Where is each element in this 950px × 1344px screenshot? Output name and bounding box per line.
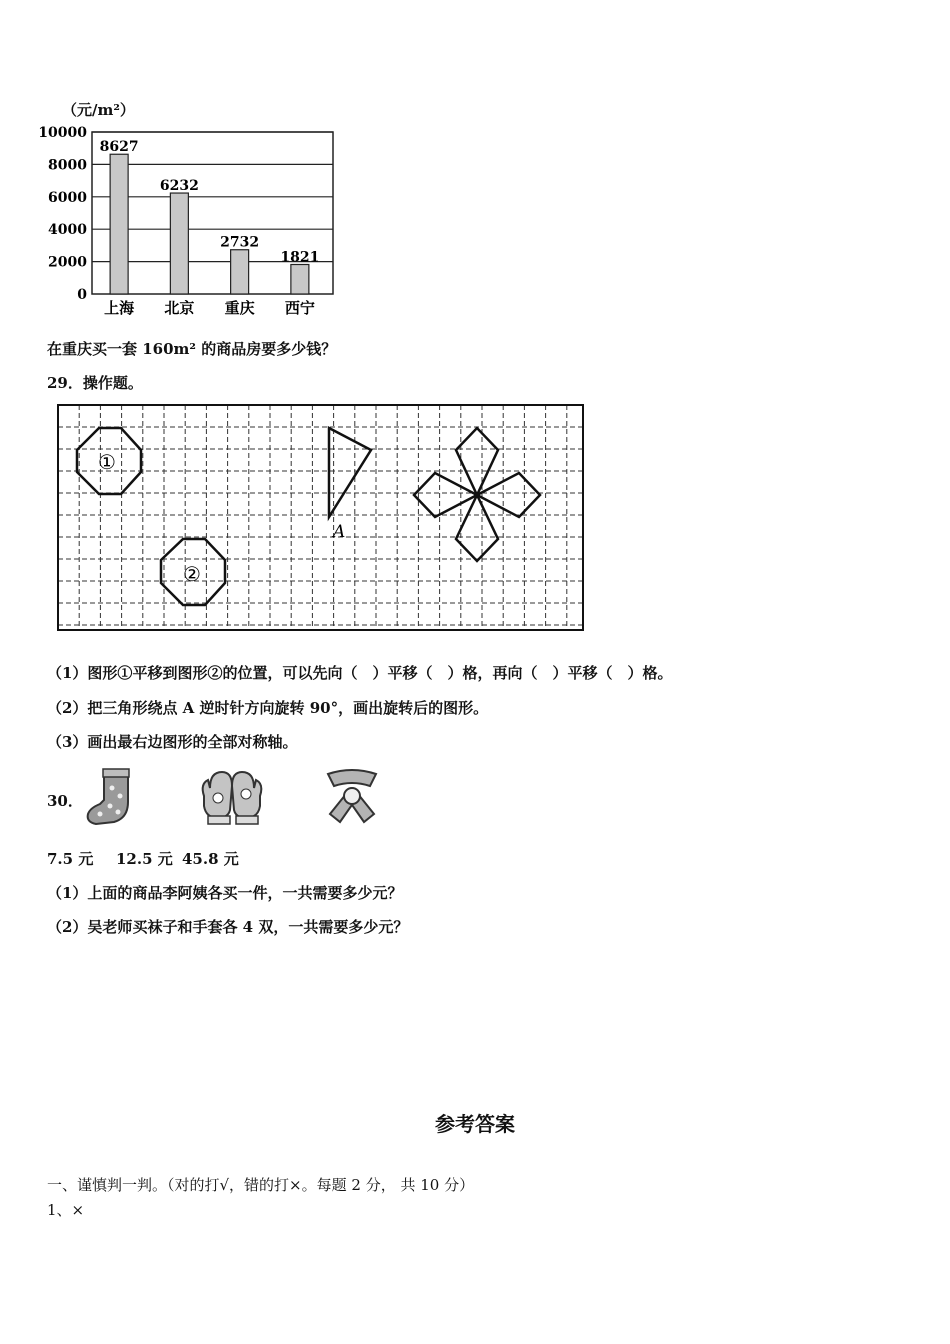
shape1-label: ①: [98, 450, 116, 474]
triangle-shape: [329, 428, 371, 517]
price-sock: 7.5 元: [47, 850, 94, 868]
answer-1: 1、×: [47, 1201, 85, 1219]
q28-question: 在重庆买一套 160m² 的商品房要多少钱？: [47, 340, 337, 358]
bar-value-label: 6232: [159, 178, 199, 195]
q30-item-2: （2）吴老师买袜子和手套各 4 双，一共需要多少元？: [47, 918, 409, 936]
gloves-image: [196, 766, 268, 828]
bar-value-label: 1821: [280, 249, 320, 266]
bar-value-label: 8627: [99, 139, 139, 156]
answers-title: 参考答案: [435, 1112, 515, 1136]
q29-item-1: （1）图形①平移到图形②的位置，可以先向（ ）平移（ ）格，再向（ ）平移（ ）格。: [47, 664, 673, 682]
bar-chart: [30, 118, 350, 328]
y-tick-label: 0: [77, 287, 87, 303]
price-gloves: 12.5 元: [116, 850, 173, 868]
q30-item-1: （1）上面的商品李阿姨各买一件，一共需要多少元？: [47, 884, 403, 902]
grid-border: [58, 405, 583, 630]
bar: [291, 264, 309, 294]
answers-section-1: 一、谨慎判一判。（对的打√，错的打×。每题 2 分， 共 10 分）: [47, 1176, 475, 1194]
y-tick-label: 10000: [38, 125, 87, 141]
y-tick-label: 2000: [48, 254, 87, 271]
bar: [170, 193, 188, 294]
bar-value-label: 2732: [220, 234, 260, 251]
bar: [231, 250, 249, 294]
sock-image: [84, 766, 142, 828]
q29-item-3: （3）画出最右边图形的全部对称轴。: [47, 733, 298, 751]
point-a-label: A: [333, 522, 346, 542]
y-tick-label: 4000: [48, 222, 87, 239]
x-category-label: 重庆: [224, 299, 255, 317]
x-category-label: 西宁: [284, 299, 315, 317]
q29-grid-figure: [55, 403, 605, 633]
bar: [110, 154, 128, 294]
flower-center-point: [474, 492, 480, 498]
chart-unit-label: （元/m²）: [62, 101, 135, 119]
x-category-label: 上海: [104, 299, 135, 317]
y-tick-label: 6000: [48, 189, 87, 206]
q29-title: 29．操作题。: [47, 374, 143, 392]
dashed-grid: [58, 405, 583, 630]
shape2-label: ②: [183, 562, 201, 586]
q29-item-2: （2）把三角形绕点 A 逆时针方向旋转 90°，画出旋转后的图形。: [47, 699, 489, 717]
scarf-image: [320, 764, 384, 828]
price-scarf: 45.8 元: [182, 850, 239, 868]
q30-number: 30．: [47, 792, 83, 810]
x-category-label: 北京: [164, 299, 195, 317]
y-tick-label: 8000: [48, 157, 87, 174]
